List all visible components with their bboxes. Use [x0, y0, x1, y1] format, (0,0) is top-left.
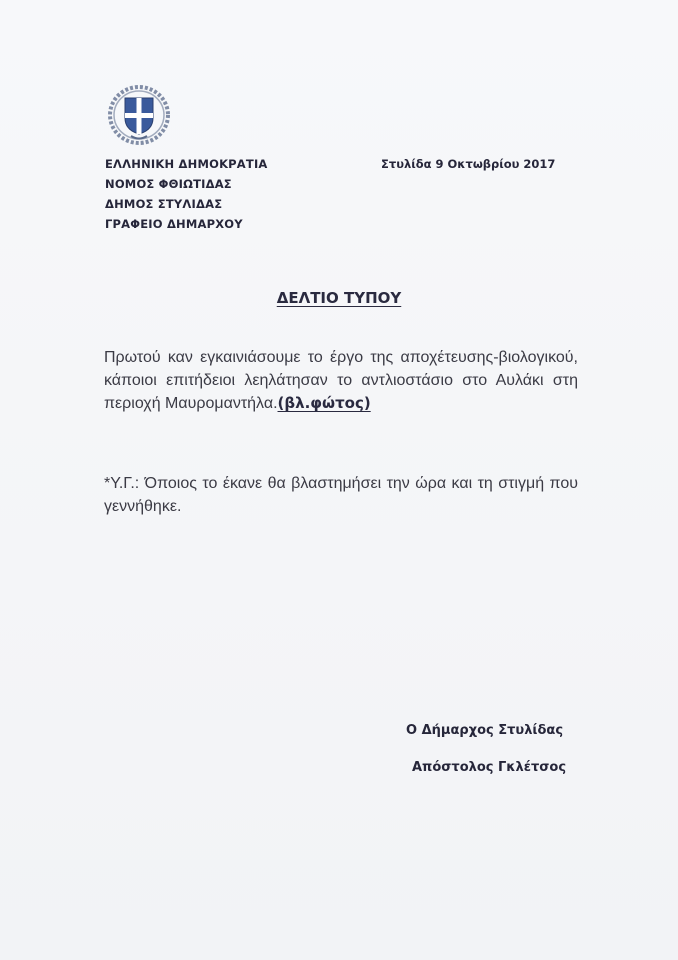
body-paragraph-1 — [104, 346, 578, 415]
sender-line-municipality: ΔΗΜΟΣ ΣΤΥΛΙΔΑΣ — [105, 197, 223, 211]
paragraph-1-text: Πρωτού καν εγκαινιάσουμε το έργο της αποχέτευσης-βιολογικού, κάποιοι επιτήδειοι λεηλάτησαν το αντλιοστάσιο στο Αυλάκι στη περιοχή Μαυρομαντήλα. — [104, 349, 578, 412]
signature-role: Ο Δήμαρχος Στυλίδας — [406, 723, 564, 738]
sender-block — [105, 154, 268, 234]
document-title: ΔΕΛΤΙΟ ΤΥΠΟΥ — [276, 289, 402, 307]
sender-line-country: ΕΛΛΗΝΙΚΗ ΔΗΜΟΚΡΑΤΙΑ — [105, 157, 268, 171]
sender-line-prefecture: ΝΟΜΟΣ ΦΘΙΩΤΙΔΑΣ — [105, 177, 232, 191]
greek-state-emblem-icon — [107, 84, 171, 146]
signature-name: Απόστολος Γκλέτσος — [412, 760, 567, 775]
photo-reference: (βλ.φώτος) — [277, 394, 371, 412]
document-date: Στυλίδα 9 Οκτωβρίου 2017 — [381, 157, 556, 171]
body-paragraph-postscript: *Υ.Γ.: Όποιος το έκανε θα βλαστημήσει την ώρα και τη στιγμή που γεννήθηκε. — [104, 475, 578, 515]
document-title-wrap — [0, 289, 678, 308]
sender-line-office: ΓΡΑΦΕΙΟ ΔΗΜΑΡΧΟΥ — [105, 217, 243, 231]
